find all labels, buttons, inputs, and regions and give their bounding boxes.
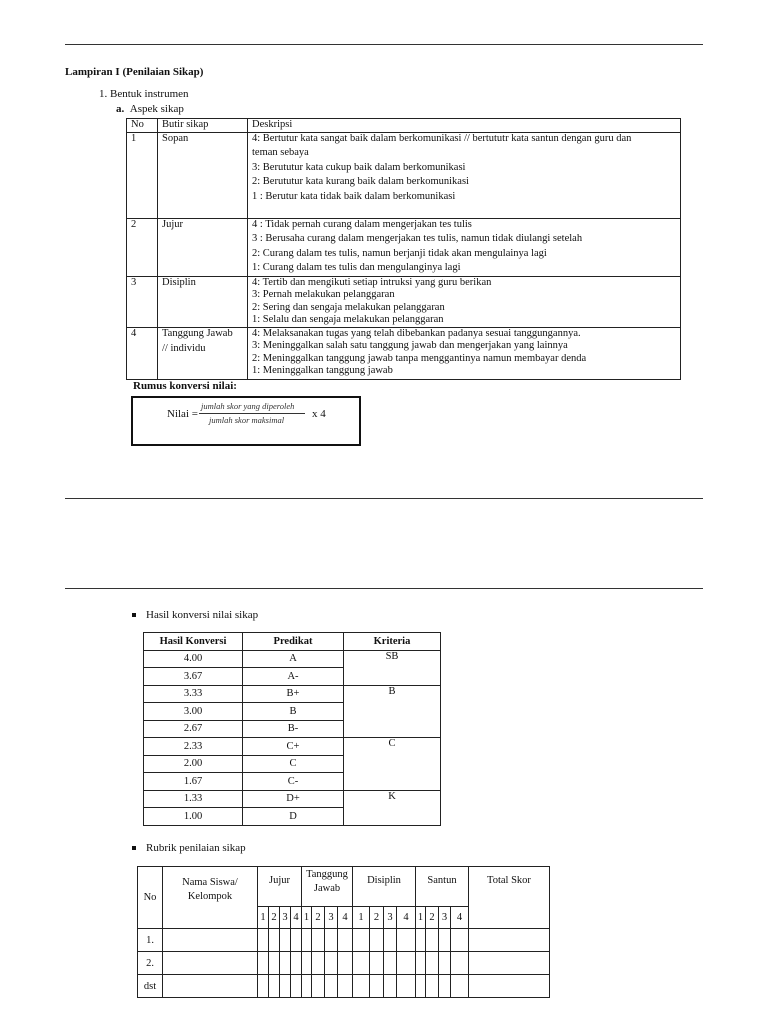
grade-cell: B bbox=[243, 703, 344, 721]
bullet-icon bbox=[132, 613, 136, 617]
row-no: 3 bbox=[127, 276, 158, 327]
desc-line: 1 : Berutur kata tidak baik dalam berkomunikasi bbox=[252, 190, 456, 202]
score-cell: 3.33 bbox=[144, 685, 243, 703]
rubric-bullet-label: Rubrik penilaian sikap bbox=[146, 842, 246, 854]
header-disiplin bbox=[353, 867, 416, 907]
conversion-table bbox=[143, 632, 441, 826]
desc-line: 3: Berututur kata cukup baik dalam berkomunikasi bbox=[252, 161, 466, 173]
score-cell: 1.00 bbox=[144, 808, 243, 826]
score-label: 2 bbox=[269, 907, 280, 929]
aspect-label: Disiplin bbox=[367, 875, 401, 886]
criteria-cell: K bbox=[344, 790, 441, 825]
section-1-heading: 1. Bentuk instrumen bbox=[99, 88, 189, 100]
desc-line: 4 : Tidak pernah curang dalam mengerjakan tes tulis bbox=[252, 218, 472, 230]
table-row bbox=[127, 276, 681, 327]
row-no: 2 bbox=[127, 218, 158, 276]
appendix-title: Lampiran I (Penilaian Sikap) bbox=[65, 66, 204, 78]
desc-line: 2: Sering dan sengaja melakukan pelanggaran bbox=[252, 301, 445, 313]
table-row bbox=[127, 327, 681, 379]
header-score: Hasil Konversi bbox=[144, 633, 243, 651]
desc-line: 4: Tertib dan mengikuti setiap intruksi yang guru berikan bbox=[252, 276, 492, 288]
header-tanggung-jawab bbox=[302, 867, 353, 907]
formula-multiplier: x 4 bbox=[312, 408, 326, 420]
aspect-table bbox=[126, 118, 681, 380]
conversion-bullet-label: Hasil konversi nilai sikap bbox=[146, 609, 259, 621]
top-divider bbox=[65, 44, 703, 45]
table-row bbox=[144, 685, 441, 703]
table-row bbox=[138, 952, 550, 975]
row-desc bbox=[248, 132, 681, 218]
desc-line: 2: Berututur kata kurang baik dalam berkomunikasi bbox=[252, 176, 469, 187]
row-desc bbox=[248, 327, 681, 379]
header-desc: Deskripsi bbox=[248, 119, 681, 133]
header-item: Butir sikap bbox=[158, 119, 248, 133]
aspect-label: Jujur bbox=[269, 875, 290, 886]
score-label: 1 bbox=[302, 907, 312, 929]
table-row bbox=[127, 218, 681, 276]
row-item bbox=[158, 276, 248, 327]
item-line: Sopan bbox=[162, 132, 189, 144]
grade-cell: B- bbox=[243, 720, 344, 738]
grade-cell: A- bbox=[243, 668, 344, 686]
desc-line: 4: Melaksanakan tugas yang telah dibebankan padanya sesuai tanggungannya. bbox=[252, 327, 581, 339]
header-jujur bbox=[258, 867, 302, 907]
desc-line: 4: Bertutur kata sangat baik dalam berkomunikasi // bertututr kata santun dengan guru dan bbox=[252, 132, 632, 144]
row-no: dst bbox=[138, 975, 163, 998]
desc-line: teman sebaya bbox=[252, 147, 309, 158]
header-santun bbox=[416, 867, 469, 907]
formula-denominator: jumlah skor maksimal bbox=[209, 415, 285, 425]
item-line: // individu bbox=[162, 343, 206, 354]
row-item bbox=[158, 218, 248, 276]
desc-line: 1: Selalu dan sengaja melakukan pelanggaran bbox=[252, 314, 444, 325]
desc-line: 1: Meninggalkan tanggung jawab bbox=[252, 365, 393, 376]
score-cell: 3.67 bbox=[144, 668, 243, 686]
row-no: 1 bbox=[127, 132, 158, 218]
row-item bbox=[158, 132, 248, 218]
conversion-header bbox=[144, 633, 441, 651]
header-no: No bbox=[127, 119, 158, 133]
page-break-bottom bbox=[65, 588, 703, 589]
row-item bbox=[158, 327, 248, 379]
score-label: 3 bbox=[384, 907, 397, 929]
header-name-line: Kelompok bbox=[187, 891, 233, 902]
score-label: 4 bbox=[451, 907, 469, 929]
score-cell: 2.33 bbox=[144, 738, 243, 756]
score-label: 2 bbox=[370, 907, 384, 929]
score-cell: 1.67 bbox=[144, 773, 243, 791]
grade-cell: D bbox=[243, 808, 344, 826]
table-row bbox=[144, 738, 441, 756]
desc-line: 2: Meninggalkan tanggung jawab tanpa menggantinya namun membayar denda bbox=[252, 352, 587, 364]
aspect-table-header bbox=[127, 119, 681, 133]
desc-line: 3: Meninggalkan salah satu tanggung jawab dan mengerjakan yang lainnya bbox=[252, 340, 568, 351]
table-row bbox=[144, 790, 441, 808]
aspect-label: Jawab bbox=[313, 883, 341, 894]
row-desc bbox=[248, 276, 681, 327]
desc-line: 3 : Berusaha curang dalam mengerjakan tes tulis, namun tidak diulangi setelah bbox=[252, 233, 583, 244]
row-no: 4 bbox=[127, 327, 158, 379]
row-no: 2. bbox=[138, 952, 163, 975]
score-cell: 1.33 bbox=[144, 790, 243, 808]
grade-cell: D+ bbox=[243, 790, 344, 808]
page-break-top bbox=[65, 498, 703, 499]
desc-line: 3: Pernah melakukan pelanggaran bbox=[252, 289, 395, 300]
score-label: 4 bbox=[291, 907, 302, 929]
score-label: 2 bbox=[426, 907, 439, 929]
rubric-bullet bbox=[132, 842, 246, 854]
rubric-table bbox=[137, 866, 550, 998]
grade-cell: C bbox=[243, 755, 344, 773]
table-row bbox=[138, 929, 550, 952]
section-a-marker: a. bbox=[116, 103, 125, 115]
section-a-label: Aspek sikap bbox=[129, 103, 184, 115]
row-desc bbox=[248, 218, 681, 276]
score-label: 1 bbox=[353, 907, 370, 929]
header-no: No bbox=[138, 867, 163, 929]
item-line: Disiplin bbox=[162, 276, 196, 288]
item-line: Jujur bbox=[162, 218, 183, 230]
rubric-header bbox=[138, 867, 550, 907]
desc-line: 1: Curang dalam tes tulis dan mengulanginya lagi bbox=[252, 262, 461, 273]
score-cell: 3.00 bbox=[144, 703, 243, 721]
score-label: 2 bbox=[312, 907, 325, 929]
score-label: 4 bbox=[338, 907, 353, 929]
formula-numerator: jumlah skor yang diperoleh bbox=[201, 401, 295, 411]
conversion-bullet bbox=[132, 609, 258, 621]
aspect-label: Tanggung bbox=[306, 869, 348, 880]
criteria-cell: SB bbox=[344, 650, 441, 685]
header-name-line: Nama Siswa/ bbox=[182, 877, 238, 888]
item-line: Tanggung Jawab bbox=[162, 327, 233, 339]
table-row bbox=[144, 650, 441, 668]
section-a-heading bbox=[116, 103, 184, 115]
table-row bbox=[127, 132, 681, 218]
desc-line: 2: Curang dalam tes tulis, namun berjanji tidak akan mengulainya lagi bbox=[252, 247, 547, 259]
score-label: 3 bbox=[280, 907, 291, 929]
grade-cell: C+ bbox=[243, 738, 344, 756]
aspect-label: Santun bbox=[427, 875, 457, 886]
grade-cell: B+ bbox=[243, 685, 344, 703]
header-name bbox=[163, 867, 258, 929]
score-label: 4 bbox=[397, 907, 416, 929]
score-label: 3 bbox=[325, 907, 338, 929]
score-cell: 4.00 bbox=[144, 650, 243, 668]
formula-box bbox=[131, 396, 361, 446]
score-label: 3 bbox=[439, 907, 451, 929]
formula-heading: Rumus konversi nilai: bbox=[133, 380, 237, 392]
header-grade: Predikat bbox=[243, 633, 344, 651]
criteria-cell: C bbox=[344, 738, 441, 791]
score-cell: 2.67 bbox=[144, 720, 243, 738]
header-criteria: Kriteria bbox=[344, 633, 441, 651]
score-cell: 2.00 bbox=[144, 755, 243, 773]
formula-label: Nilai = bbox=[167, 408, 198, 420]
header-total: Total Skor bbox=[469, 867, 550, 929]
grade-cell: A bbox=[243, 650, 344, 668]
score-label: 1 bbox=[416, 907, 426, 929]
bullet-icon bbox=[132, 846, 136, 850]
fraction-line bbox=[199, 413, 305, 414]
table-row bbox=[138, 975, 550, 998]
criteria-cell: B bbox=[344, 685, 441, 738]
grade-cell: C- bbox=[243, 773, 344, 791]
row-no: 1. bbox=[138, 929, 163, 952]
score-label: 1 bbox=[258, 907, 269, 929]
